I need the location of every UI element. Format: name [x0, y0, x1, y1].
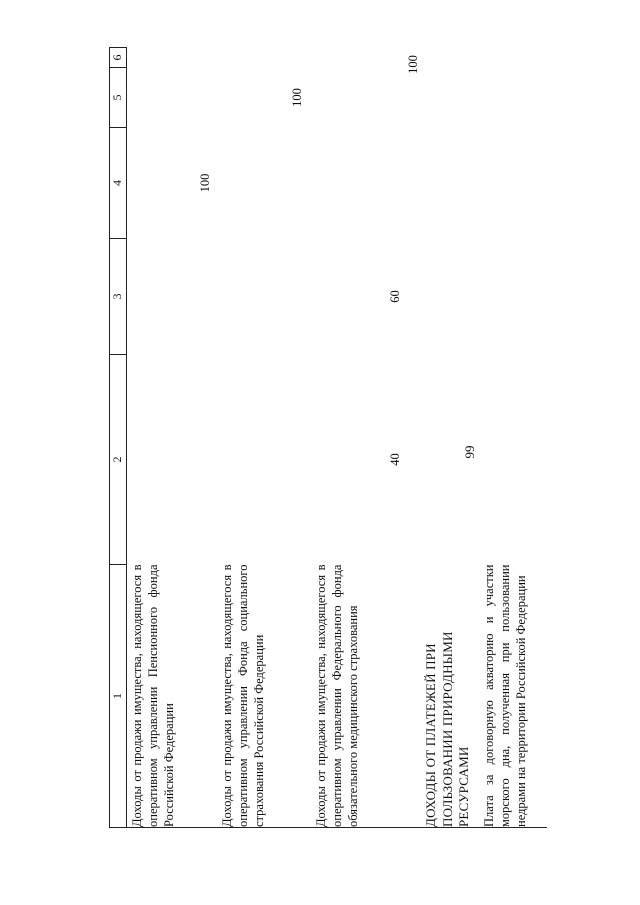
row-value-col-2: [421, 355, 479, 565]
row-value-col-4: [127, 128, 218, 239]
row-value-col-3: [388, 239, 547, 355]
row-value-col-4: [311, 128, 421, 239]
row-description: Доходы от продажи имущества, находящегося в оперативном управлении Пенсионного фонда Российской Федерации: [127, 565, 218, 828]
row-value-text: 60: [388, 290, 402, 303]
row-description: Плата за договорную акваторию и участки морского дна, полученная при пользовании недрами на территории Российской Федерации: [479, 565, 547, 828]
row-description: Доходы от продажи имущества, находящегося в оперативном управлении Фонда социального страхования Российской Федерации: [217, 565, 311, 828]
table-row: [127, 48, 218, 828]
row-value-col-6: [421, 48, 479, 68]
table-row: [421, 48, 479, 828]
row-value-col-4: [217, 128, 311, 239]
row-value-col-2: [311, 355, 421, 565]
page-number: 99: [462, 445, 477, 459]
row-value-col-3: [217, 239, 311, 355]
header-col-2: 2: [110, 355, 127, 565]
row-value-col-3: [421, 239, 479, 355]
row-description: Доходы от продажи имущества, находящегося в оперативном управлении Федерального фонда обязательного медицинского страхования: [311, 565, 421, 828]
row-value-col-5: [421, 68, 479, 128]
row-value-col-4: [479, 128, 547, 239]
row-value-col-5: [127, 68, 218, 128]
row-value-col-3: [127, 239, 218, 355]
row-value-col-6: [311, 48, 421, 74]
table-row: [311, 48, 421, 828]
row-value-text: 100: [290, 88, 304, 107]
header-col-4: 4: [110, 128, 127, 239]
row-value-col-3: [311, 239, 421, 355]
rotated-table-frame: [109, 48, 528, 828]
row-value-col-6: [217, 48, 311, 68]
header-col-6: 6: [110, 48, 127, 68]
section-heading: ДОХОДЫ ОТ ПЛАТЕЖЕЙ ПРИ ПОЛЬЗОВАНИИ ПРИРОДНЫМИ РЕСУРСАМИ: [421, 565, 479, 828]
header-col-3: 3: [110, 239, 127, 355]
row-value-col-4: [421, 128, 479, 239]
rotated-sheet: [109, 48, 528, 828]
table-row: [217, 48, 311, 828]
row-value-col-2: [127, 355, 218, 565]
row-value-col-2: [217, 355, 311, 565]
row-value-col-5: [479, 68, 547, 128]
row-value-text: 100: [406, 55, 420, 74]
row-value-col-6: [479, 48, 547, 68]
row-value-col-5: [217, 68, 311, 128]
row-value-col-6: [127, 48, 218, 68]
row-value-text: 40: [388, 453, 402, 466]
header-row: [110, 48, 127, 828]
header-col-5: 5: [110, 68, 127, 128]
row-value-text: 100: [198, 173, 212, 193]
revenue-distribution-table: [109, 47, 547, 828]
table-row: [479, 48, 547, 828]
header-col-1: 1: [110, 565, 127, 828]
